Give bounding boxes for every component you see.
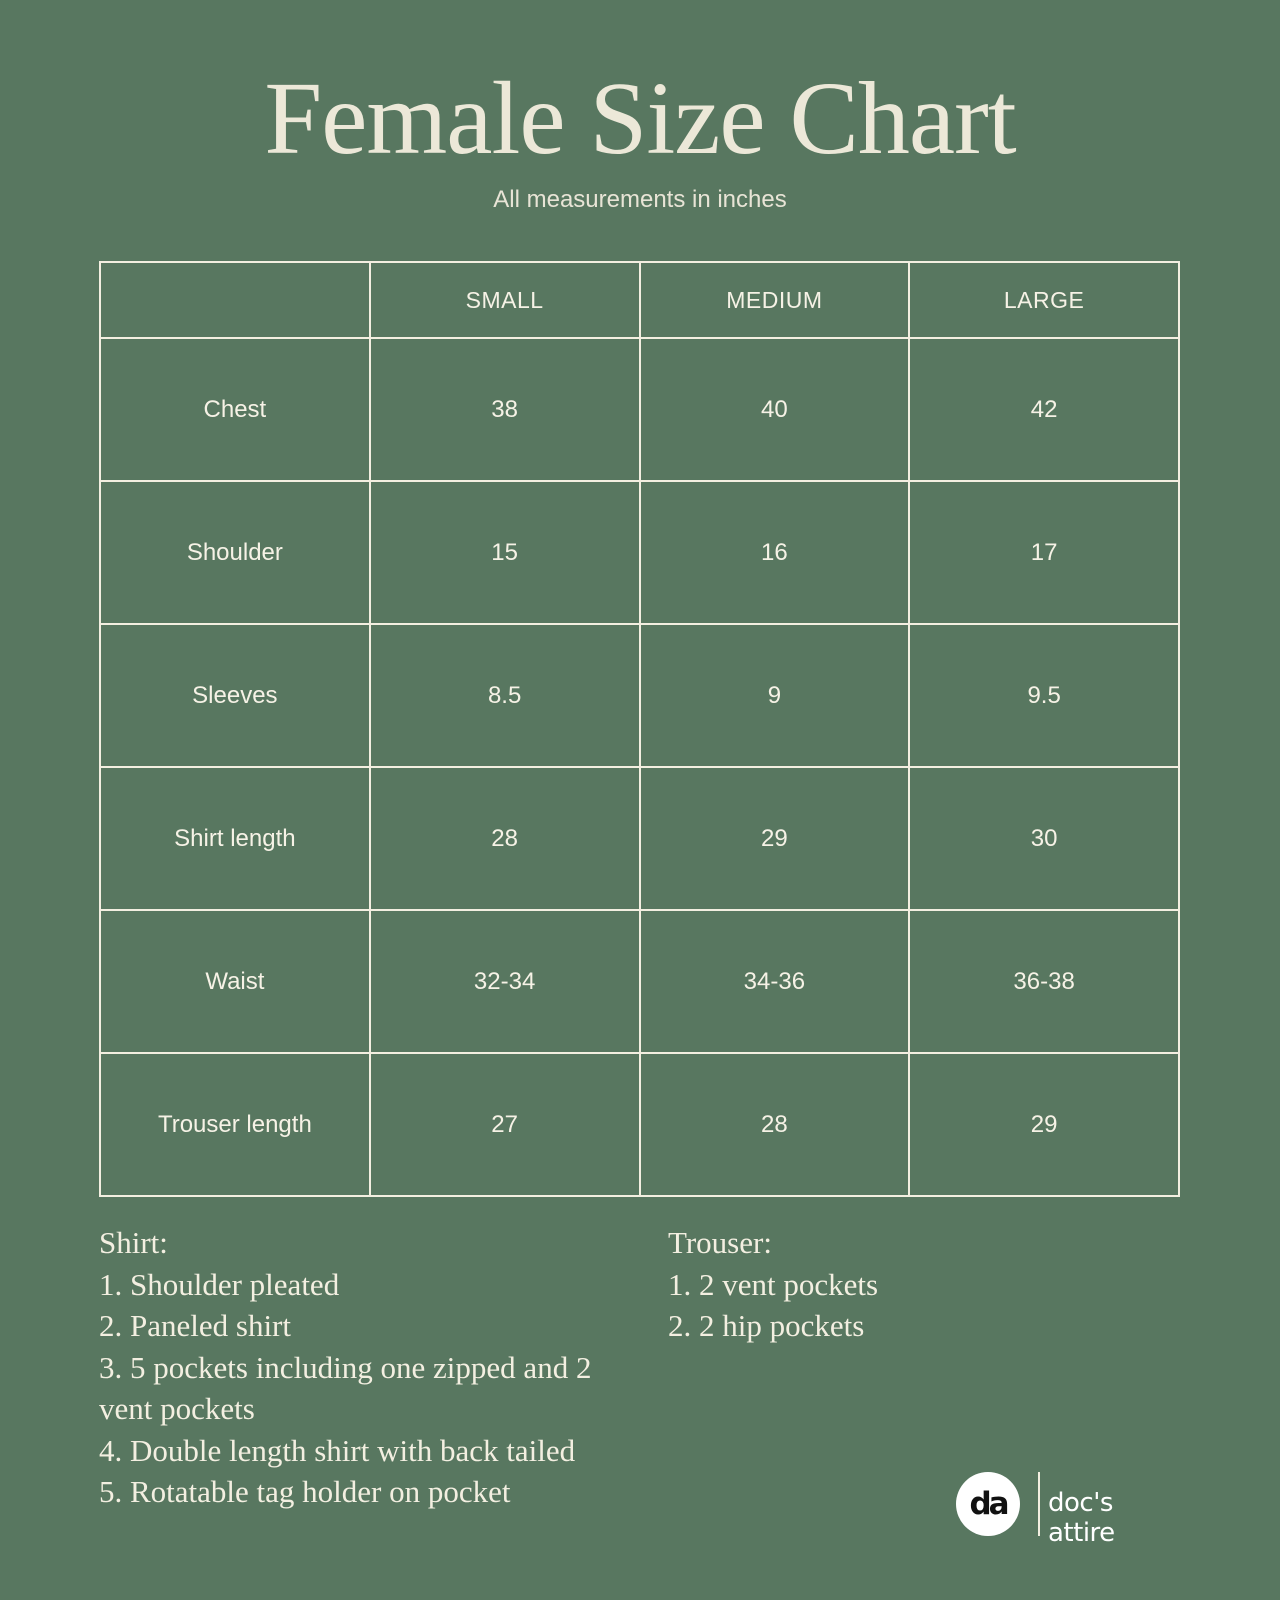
table-cell: 27 (370, 1053, 640, 1196)
row-label: Shirt length (100, 767, 370, 910)
list-item: 5. Rotatable tag holder on pocket (99, 1474, 511, 1509)
table-row (100, 481, 1179, 624)
brand-logo-letters: da (969, 1486, 1007, 1522)
brand (956, 1470, 1186, 1548)
size-table (99, 261, 1180, 1197)
shirt-notes-heading: Shirt: (99, 1225, 168, 1260)
trouser-notes-heading: Trouser: (668, 1225, 772, 1260)
table-row (100, 624, 1179, 767)
brand-divider (1038, 1472, 1040, 1536)
table-cell: 30 (909, 767, 1179, 910)
header-cell-large: LARGE (909, 262, 1179, 338)
table-cell: 38 (370, 338, 640, 481)
list-item: 4. Double length shirt with back tailed (99, 1432, 576, 1468)
table-cell: 9 (640, 624, 910, 767)
header-cell-medium: MEDIUM (640, 262, 910, 338)
trouser-notes (668, 1222, 1068, 1347)
table-cell: 15 (370, 481, 640, 624)
header-cell-empty (100, 262, 370, 338)
brand-logo-icon (956, 1472, 1020, 1536)
table-cell: 8.5 (370, 624, 640, 767)
row-label: Waist (100, 910, 370, 1053)
list-item: 2. 2 hip pockets (668, 1308, 865, 1343)
list-item: 1. Shoulder pleated (99, 1266, 340, 1302)
page-title: Female Size Chart (264, 61, 1016, 176)
table-cell: 29 (909, 1053, 1179, 1196)
table-cell: 9.5 (909, 624, 1179, 767)
table-cell: 40 (640, 338, 910, 481)
table-cell: 17 (909, 481, 1179, 624)
row-label: Shoulder (100, 481, 370, 624)
table-row (100, 1053, 1179, 1196)
header-cell-small: SMALL (370, 262, 640, 338)
table-cell: 36-38 (909, 910, 1179, 1053)
row-label: Sleeves (100, 624, 370, 767)
page-subtitle: All measurements in inches (493, 186, 787, 213)
list-item: 3. 5 pockets including one zipped and 2 vent pockets (99, 1349, 592, 1426)
table-cell: 16 (640, 481, 910, 624)
table-cell: 32-34 (370, 910, 640, 1053)
table-cell: 28 (640, 1053, 910, 1196)
shirt-notes (99, 1222, 639, 1513)
row-label: Chest (100, 338, 370, 481)
row-label: Trouser length (100, 1053, 370, 1196)
table-cell: 28 (370, 767, 640, 910)
brand-name: doc's attire (1048, 1488, 1115, 1548)
table-row (100, 910, 1179, 1053)
table-row (100, 767, 1179, 910)
table-cell: 42 (909, 338, 1179, 481)
table-cell: 29 (640, 767, 910, 910)
table-cell: 34-36 (640, 910, 910, 1053)
list-item: 1. 2 vent pockets (668, 1266, 879, 1302)
table-row (100, 338, 1179, 481)
list-item: 2. Paneled shirt (99, 1308, 291, 1343)
table-header-row (100, 262, 1179, 338)
